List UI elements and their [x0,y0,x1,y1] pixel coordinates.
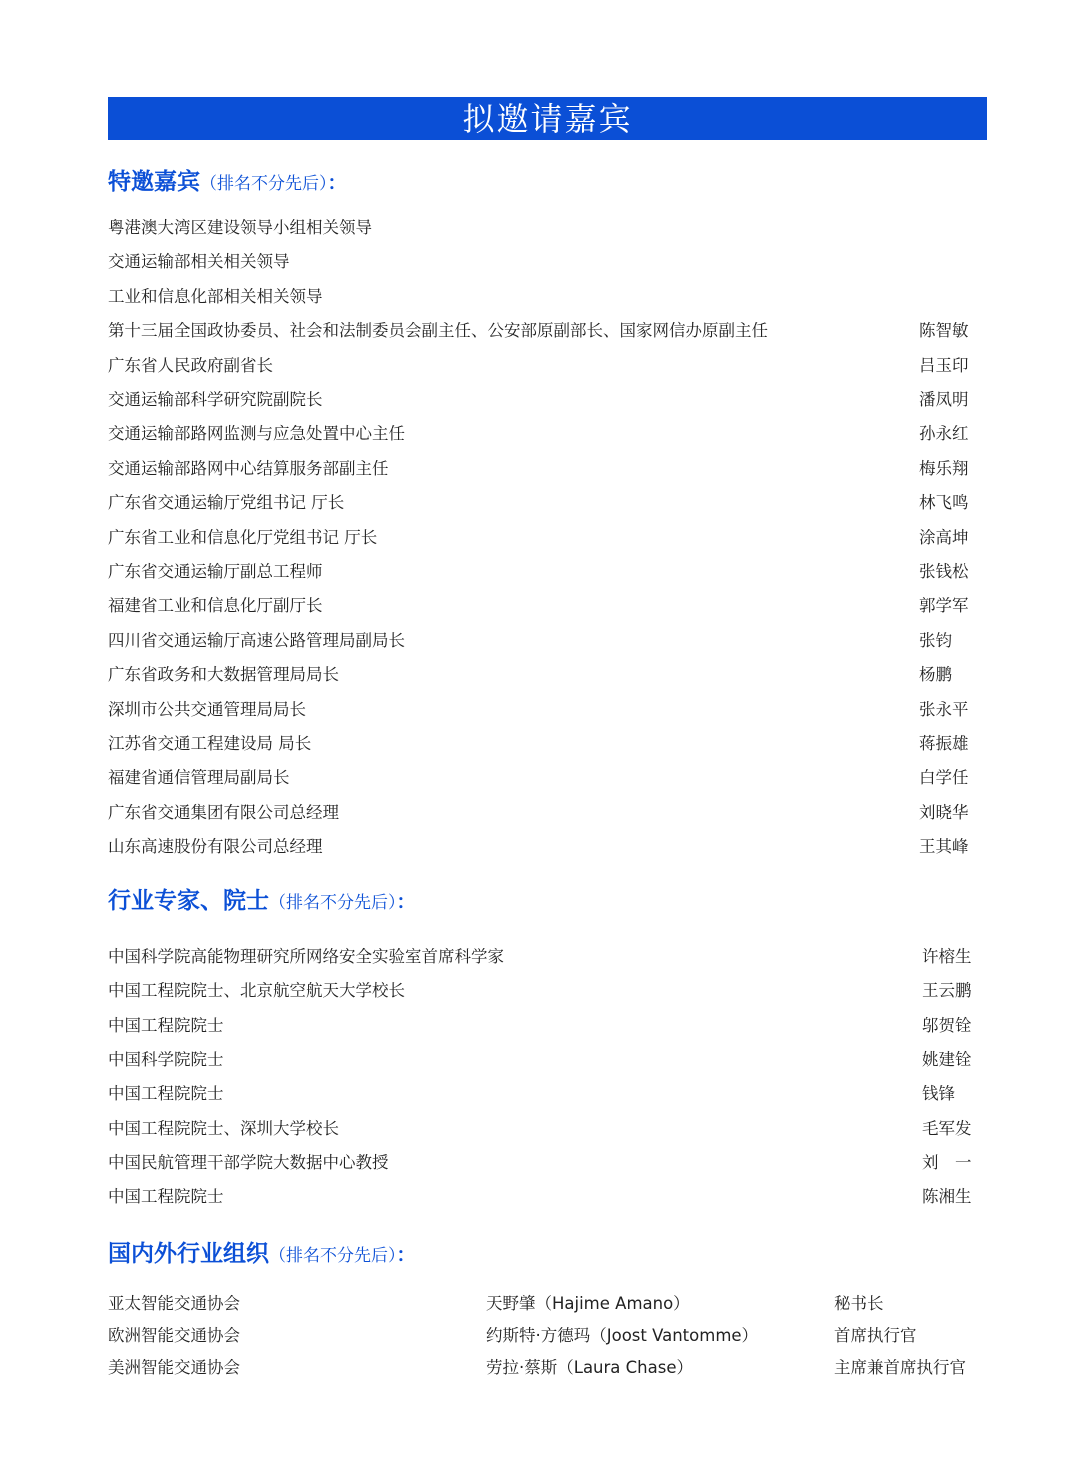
organization-representative: 约斯特·方德玛（Joost Vantomme） [486,1326,759,1345]
guest-role: 广东省交通运输厅副总工程师 [108,562,323,581]
guest-role: 交通运输部相关相关领导 [108,252,290,272]
special-guests-title: 特邀嘉宾 [108,169,200,195]
guest-row [108,1014,988,1038]
guest-name: 王其峰 [919,837,969,857]
guest-role: 交通运输部路网监测与应急处置中心主任 [108,424,405,444]
guest-name: 许榕生 [922,947,972,966]
guest-role: 交通运输部路网中心结算服务部副主任 [108,458,389,478]
guest-row [108,945,988,969]
guest-role: 中国工程院院士 [108,1187,224,1207]
guest-name: 刘 一 [922,1152,972,1172]
guest-role: 交通运输部科学研究院副院长 [108,390,323,409]
guest-row [108,1185,988,1209]
organization-row [108,1292,988,1316]
guest-role: 中国科学院高能物理研究所网络安全实验室首席科学家 [108,947,504,966]
guest-row [108,1048,988,1072]
page-title-banner [108,97,987,140]
guest-role: 粤港澳大湾区建设领导小组相关领导 [108,218,372,237]
guest-role: 四川省交通运输厅高速公路管理局副局长 [108,630,405,650]
organization-representative: 劳拉·蔡斯（Laura Chase） [486,1358,693,1377]
organization-representative: 天野肇（Hajime Amano） [486,1294,690,1313]
organization-name: 美洲智能交通协会 [108,1358,240,1377]
page-title: 拟邀请嘉宾 [462,99,633,138]
guest-role: 山东高速股份有限公司总经理 [108,837,323,857]
organizations-colon: ： [396,1244,416,1266]
guest-row [108,491,988,515]
organization-title: 首席执行官 [834,1326,917,1345]
guest-row [108,285,988,309]
guest-row [108,801,988,825]
organizations-title: 国内外行业组织 [108,1241,269,1267]
guest-role: 广东省交通运输厅党组书记 厅长 [108,493,345,513]
guest-row [108,663,988,687]
experts-heading [108,890,416,913]
guest-name: 钱锋 [922,1084,955,1104]
guest-role: 中国工程院院士 [108,1015,224,1035]
guest-role: 深圳市公共交通管理局局长 [108,699,306,719]
guest-row [108,526,988,550]
guest-role: 广东省人民政府副省长 [108,355,273,375]
guest-row [108,766,988,790]
experts-note: （排名不分先后） [269,893,397,913]
guest-row [108,388,988,412]
guest-row [108,250,988,274]
guest-row [108,1082,988,1106]
guest-row [108,594,988,618]
guest-row [108,698,988,722]
guest-row [108,629,988,653]
guest-role: 第十三届全国政协委员、社会和法制委员会副主任、公安部原副部长、国家网信办原副主任 [108,321,768,341]
guest-name: 涂高坤 [919,527,969,547]
guest-name: 邬贺铨 [922,1015,972,1035]
guest-name: 毛军发 [922,1118,972,1138]
guest-row [108,319,988,343]
guest-role: 中国工程院院士、深圳大学校长 [108,1118,339,1138]
guest-role: 福建省通信管理局副局长 [108,768,290,788]
guest-row [108,422,988,446]
guest-name: 刘晓华 [919,802,969,822]
organization-name: 欧洲智能交通协会 [108,1326,240,1345]
experts-colon: ： [396,891,416,913]
guest-name: 张钱松 [919,562,969,581]
organization-row [108,1356,988,1380]
guest-name: 郭学军 [919,596,969,616]
guest-name: 白学任 [919,768,969,788]
guest-name: 陈湘生 [922,1187,972,1207]
organizations-heading [108,1243,416,1266]
special-guests-note: （排名不分先后） [200,174,328,194]
organization-title: 主席兼首席执行官 [834,1358,966,1377]
guest-name: 陈智敏 [919,321,969,341]
guest-role: 广东省工业和信息化厅党组书记 厅长 [108,527,378,547]
organizations-note: （排名不分先后） [269,1246,397,1266]
guest-row [108,979,988,1003]
guest-name: 王云鹏 [922,981,972,1001]
guest-row [108,835,988,859]
guest-name: 杨鹏 [919,665,952,685]
guest-name: 林飞鸣 [919,493,969,513]
special-guests-heading [108,171,347,194]
guest-row [108,216,988,240]
special-guests-colon: ： [327,172,347,194]
guest-row [108,354,988,378]
guest-name: 张永平 [919,699,969,719]
guest-name: 蒋振雄 [919,734,969,753]
guest-name: 吕玉印 [919,355,969,375]
guest-role: 中国工程院院士 [108,1084,224,1104]
guest-role: 中国民航管理干部学院大数据中心教授 [108,1152,389,1172]
guest-role: 中国工程院院士、北京航空航天大学校长 [108,981,405,1001]
guest-role: 广东省交通集团有限公司总经理 [108,802,339,822]
guest-row [108,1151,988,1175]
organization-name: 亚太智能交通协会 [108,1294,240,1313]
guest-row [108,560,988,584]
guest-name: 潘凤明 [919,390,969,409]
guest-role: 工业和信息化部相关相关领导 [108,286,323,306]
guest-row [108,1117,988,1141]
guest-row [108,732,988,756]
organization-title: 秘书长 [834,1294,884,1313]
guest-role: 福建省工业和信息化厅副厅长 [108,596,323,616]
guest-row [108,457,988,481]
organization-row [108,1324,988,1348]
guest-name: 张钧 [919,630,952,650]
guest-role: 江苏省交通工程建设局 局长 [108,734,312,753]
guest-name: 姚建铨 [922,1049,972,1069]
guest-name: 梅乐翔 [919,458,969,478]
guest-role: 广东省政务和大数据管理局局长 [108,665,339,685]
guest-role: 中国科学院院士 [108,1049,224,1069]
experts-title: 行业专家、院士 [108,888,269,914]
guest-name: 孙永红 [919,424,969,444]
